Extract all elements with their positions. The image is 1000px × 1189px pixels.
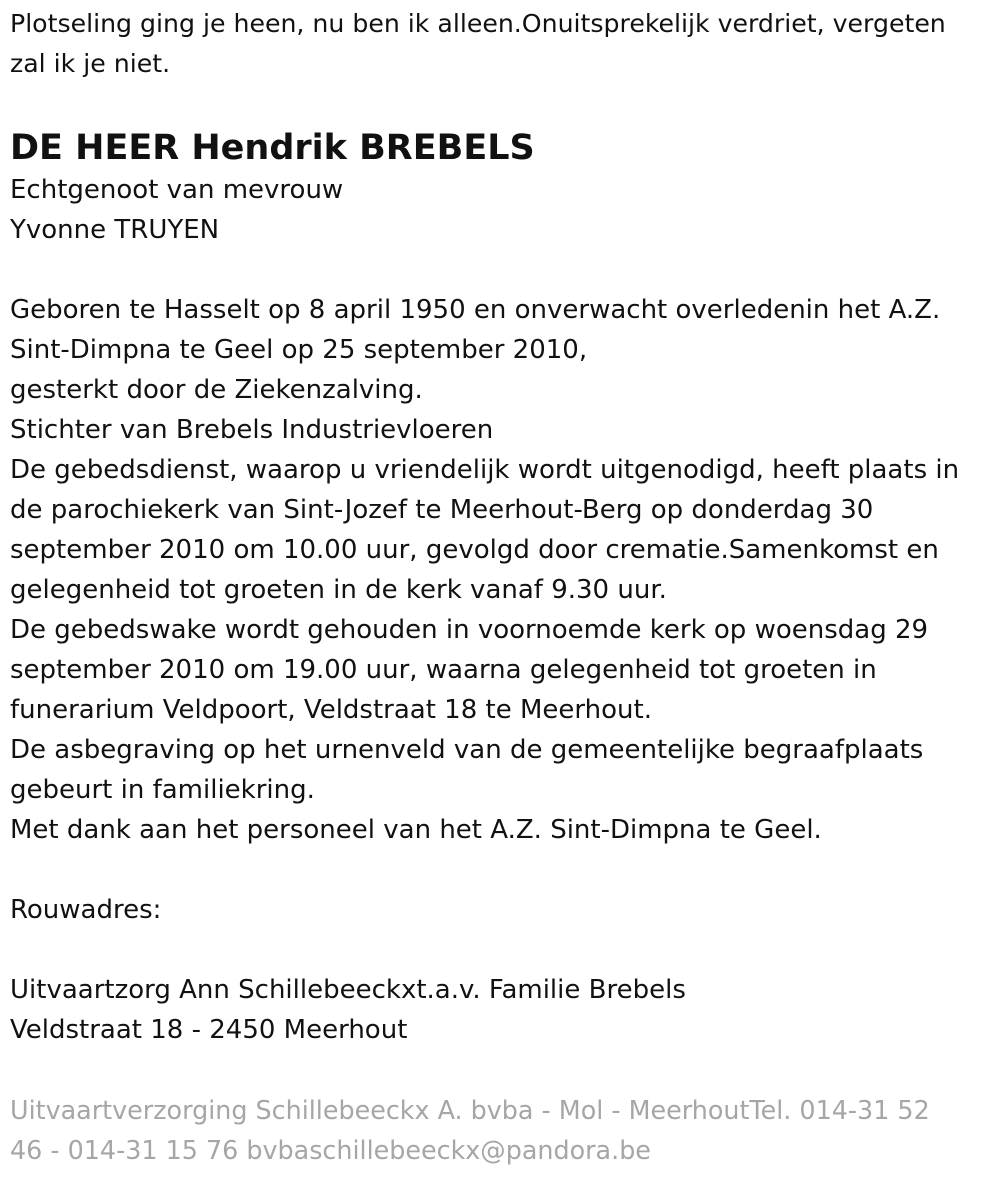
deceased-name: DE HEER Hendrik BREBELS [10,128,535,168]
spacer [10,930,990,970]
body-line: de parochiekerk van Sint-Jozef te Meerhout-Berg op donderdag 30 [10,495,874,525]
spacer [10,850,990,890]
footer-line: Uitvaartverzorging Schillebeeckx A. bvba - Mol - MeerhoutTel. 014-31 52 [10,1095,930,1125]
body-line: gelegenheid tot groeten in de kerk vanaf 9.30 uur. [10,575,667,605]
mourning-address [10,970,990,1050]
address-line: Uitvaartzorg Ann Schillebeeckxt.a.v. Familie Brebels [10,975,686,1005]
footer-line: 46 - 014-31 15 76 bvbaschillebeeckx@pandora.be [10,1135,651,1165]
intro-verse [10,4,990,84]
spouse-info [10,170,990,250]
body-line: Sint-Dimpna te Geel op 25 september 2010, [10,335,588,365]
funeral-home-footer [10,1090,990,1170]
intro-line: Plotseling ging je heen, nu ben ik alleen.Onuitsprekelijk verdriet, vergeten [10,9,946,38]
spacer [10,1050,990,1090]
body-line: gebeurt in familiekring. [10,775,315,805]
body-line: De asbegraving op het urnenveld van de gemeentelijke begraafplaats [10,735,924,765]
intro-line: zal ik je niet. [10,49,171,78]
body-line: Geboren te Hasselt op 8 april 1950 en onverwacht overledenin het A.Z. [10,295,941,325]
body-line: De gebedsdienst, waarop u vriendelijk wordt uitgenodigd, heeft plaats in [10,455,960,485]
body-line: Met dank aan het personeel van het A.Z. Sint-Dimpna te Geel. [10,815,822,845]
spacer [10,250,990,290]
address-line: Veldstraat 18 - 2450 Meerhout [10,1015,408,1045]
body-line: september 2010 om 10.00 uur, gevolgd door crematie.Samenkomst en [10,535,939,565]
body-line: De gebedswake wordt gehouden in voornoemde kerk op woensdag 29 [10,615,929,645]
body-line: gesterkt door de Ziekenzalving. [10,375,423,405]
body-line: Stichter van Brebels Industrievloeren [10,415,494,445]
spouse-line: Echtgenoot van mevrouw [10,175,344,205]
obituary-body [10,290,990,850]
body-line: september 2010 om 19.00 uur, waarna gelegenheid tot groeten in [10,655,877,685]
spouse-line: Yvonne TRUYEN [10,215,220,245]
rouwadres-label: Rouwadres: [10,895,162,925]
body-line: funerarium Veldpoort, Veldstraat 18 te Meerhout. [10,695,652,725]
